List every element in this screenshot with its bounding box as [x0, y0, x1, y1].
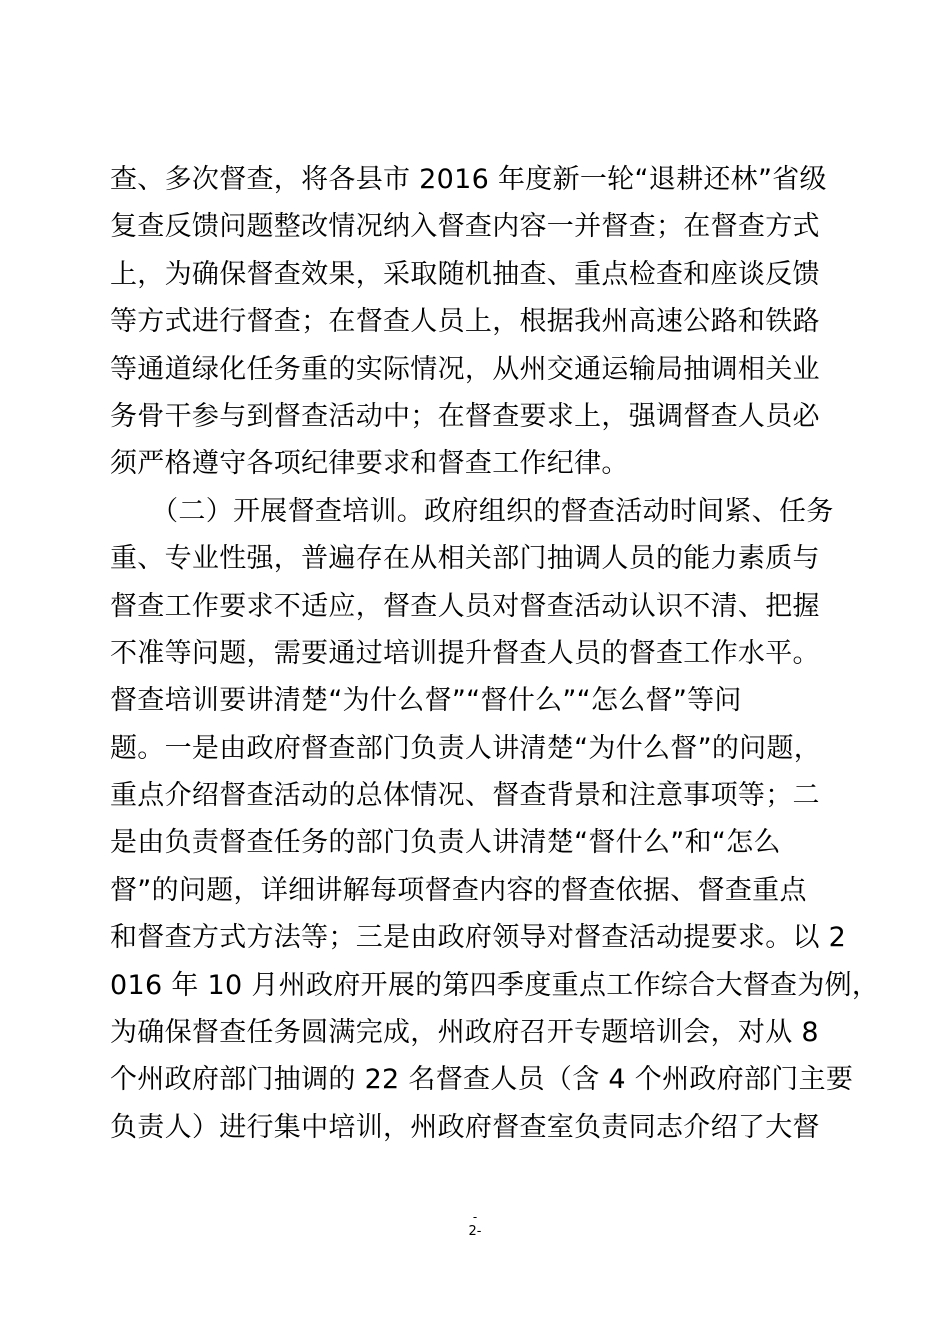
page-number: 2- [468, 1224, 482, 1239]
text-line: 督查培训要讲清楚“为什么督”“督什么”“怎么督”等问 [110, 685, 742, 717]
text-line: 和督查方式方法等；三是由政府领导对督查活动提要求。以 2 [110, 922, 847, 954]
text-line: 个州政府部门抽调的 22 名督查人员（含 4 个州政府部门主要 [110, 1064, 854, 1096]
text-line: 题。一是由政府督查部门负责人讲清楚“为什么督”的问题， [110, 732, 822, 764]
text-line: 等通道绿化任务重的实际情况，从州交通运输局抽调相关业 [110, 353, 820, 385]
text-line: 须严格遵守各项纪律要求和督查工作纪律。 [110, 448, 629, 480]
text-line: 督”的问题，详细讲解每项督查内容的督查依据、督查重点 [110, 874, 807, 906]
body-text [110, 156, 880, 1151]
text-line: （二）开展督查培训。政府组织的督查活动时间紧、任务 [110, 495, 834, 527]
text-line: 负责人）进行集中培训，州政府督查室负责同志介绍了大督 [110, 1111, 820, 1143]
text-line: 016 年 10 月州政府开展的第四季度重点工作综合大督查为例， [110, 969, 880, 1001]
text-line: 不准等问题，需要通过培训提升督查人员的督查工作水平。 [110, 637, 820, 669]
text-line: 上，为确保督查效果，采取随机抽查、重点检查和座谈反馈 [110, 258, 820, 290]
text-line: 重点介绍督查活动的总体情况、督查背景和注意事项等；二 [110, 780, 820, 812]
text-line: 务骨干参与到督查活动中；在督查要求上，强调督查人员必 [110, 400, 820, 432]
text-line: 督查工作要求不适应，督查人员对督查活动认识不清、把握 [110, 590, 820, 622]
text-line: 重、专业性强，普遍存在从相关部门抽调人员的能力素质与 [110, 543, 820, 575]
text-line: 为确保督查任务圆满完成，州政府召开专题培训会，对从 8 [110, 1017, 819, 1049]
text-line: 是由负责督查任务的部门负责人讲清楚“督什么”和“怎么 [110, 827, 781, 859]
text-line: 等方式进行督查；在督查人员上，根据我州高速公路和铁路 [110, 306, 820, 338]
text-line: 查、多次督查，将各县市 2016 年度新一轮“退耕还林”省级 [110, 164, 827, 195]
text-line: 复查反馈问题整改情况纳入督查内容一并督查；在督查方式 [110, 211, 820, 243]
footer-dash: - [472, 1210, 478, 1224]
